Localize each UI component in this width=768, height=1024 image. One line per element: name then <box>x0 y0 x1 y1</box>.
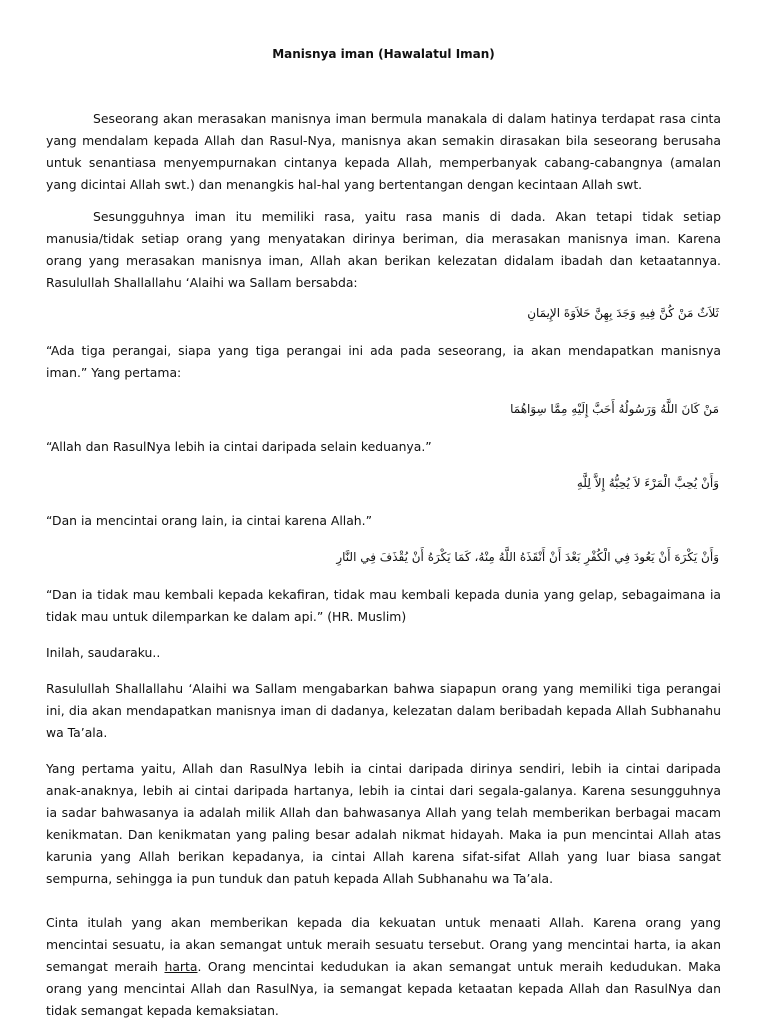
paragraph-yang-pertama: Yang pertama yaitu, Allah dan RasulNya lebih ia cintai daripada dirinya sendiri, lebih ia cintai daripada anak-anaknya, lebih ai cintai daripada hartanya, lebih ia cintai dari segala-galanya. Karena sesungguhnya ia sadar bahwasanya ia adalah milik Allah dan bahwasanya Allah yang telah memberikan berbagai macam kenikmatan. Dan kenikmatan yang paling besar adalah nikmat hidayah. Maka ia pun mencintai Allah atas karunia yang Allah berikan kepadanya, ia cintai Allah karena sifat-sifat Allah yang luar biasa sangat sempurna, sehingga ia pun tunduk dan patuh kepada Allah Subhanahu wa Ta’ala. <box>46 761 721 886</box>
quote-mencintai-orang: “Dan ia mencintai orang lain, ia cintai karena Allah.” <box>46 513 373 528</box>
quote-allah-rasul: “Allah dan RasulNya lebih ia cintai daripada selain keduanya.” <box>46 439 432 454</box>
paragraph-tiga-perangai: Rasulullah Shallallahu ‘Alaihi wa Sallam mengabarkan bahwa siapapun orang yang memiliki tiga perangai ini, dia akan mendapatkan manisnya iman di dadanya, kelezatan dalam beribadah kepada Allah Subhanahu wa Ta’ala. <box>46 681 721 740</box>
paragraph-saudaraku: Inilah, saudaraku.. <box>46 645 161 660</box>
paragraph-cinta-itulah <box>46 912 721 1022</box>
paragraph-cinta-text-a: Cinta itulah yang akan memberikan kepada dia kekuatan untuk menaati Allah. Karena orang yang mencintai sesuatu, ia akan semangat untuk meraih sesuatu tersebut. Orang yang mencintai harta, ia akan semangat meraih <box>46 915 721 974</box>
harta-link[interactable]: harta <box>164 959 198 974</box>
paragraph-iman-rasa: Sesungguhnya iman itu memiliki rasa, yaitu rasa manis di dada. Akan tetapi tidak setiap manusia/tidak setiap orang yang menyatakan dirinya beriman, dia merasakan manisnya iman. Karena orang yang merasakan manisnya iman, Allah akan berikan kelezatan didalam ibadah dan ketaatannya. Rasulullah Shallallahu ‘Alaihi wa Sallam bersabda: <box>46 209 721 290</box>
document-title: Manisnya iman (Hawalatul Iman) <box>272 47 495 61</box>
arabic-hadith-line-2: مَنْ كَانَ اللَّهُ وَرَسُولُهُ أَحَبَّ إِلَيْهِ مِمَّا سِوَاهُمَا <box>510 402 719 416</box>
quote-tiga-perangai: “Ada tiga perangai, siapa yang tiga perangai ini ada pada seseorang, ia akan mendapatkan manisnya iman.” Yang pertama: <box>46 343 721 380</box>
quote-kekafiran: “Dan ia tidak mau kembali kepada kekafiran, tidak mau kembali kepada dunia yang gelap, sebagaimana ia tidak mau untuk dilemparkan ke dalam api.” (HR. Muslim) <box>46 587 721 624</box>
paragraph-cinta-text-b: . Orang mencintai kedudukan ia akan semangat untuk meraih kedudukan. Maka orang yang mencintai Allah dan RasulNya, ia semangat kepada ketaatan kepada Allah dan RasulNya dan tidak semangat kepada kemaksiatan. <box>46 959 721 1018</box>
arabic-hadith-line-1: ثَلاَثٌ مَنْ كُنَّ فِيهِ وَجَدَ بِهِنَّ حَلاَوَةَ الإِيمَانِ <box>527 306 719 320</box>
arabic-hadith-line-4: وَأَنْ يَكْرَهَ أَنْ يَعُودَ فِي الْكُفْرِ بَعْدَ أَنْ أَنْقَذَهُ اللَّهُ مِنْهُ، كَمَا يَكْرَهُ أَنْ يُقْذَفَ فِي النَّارِ <box>336 550 719 564</box>
arabic-hadith-line-3: وَأَنْ يُحِبَّ الْمَرْءَ لاَ يُحِبُّهُ إِلاَّ لِلَّهِ <box>576 476 719 490</box>
paragraph-intro: Seseorang akan merasakan manisnya iman bermula manakala di dalam hatinya terdapat rasa cinta yang mendalam kepada Allah dan Rasul-Nya, manisnya akan semakin dirasakan bila seseorang berusaha untuk senantiasa menyempurnakan cintanya kepada Allah, memperbanyak cabang-cabangnya (amalan yang dicintai Allah swt.) dan menangkis hal-hal yang bertentangan dengan kecintaan Allah swt. <box>46 111 721 192</box>
